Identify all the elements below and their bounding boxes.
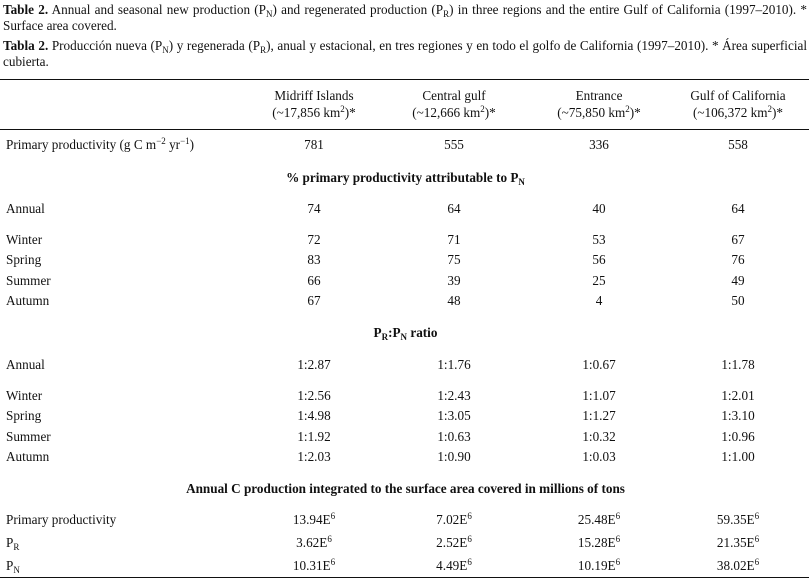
row-label: Primary productivity: [6, 512, 117, 527]
table-cell: 39: [447, 273, 461, 288]
caption-label: Table 2.: [3, 2, 49, 17]
table-cell: 1:0.96: [721, 429, 755, 444]
table-cell: 71: [447, 232, 461, 247]
section-heading-annual-c: Annual C production integrated to the surface area covered in millions of tons: [186, 481, 625, 496]
table-cell: 1:2.03: [297, 449, 331, 464]
table-cell: 1:1.92: [297, 429, 331, 444]
table-cell: 74: [307, 201, 321, 216]
row-label: Winter: [6, 388, 43, 403]
table-bottom-rule: [0, 577, 809, 578]
row-label: $P_N$: [6, 558, 20, 575]
table-cell: 4: [595, 293, 603, 308]
section-heading-pn-percent: % primary productivity attributable to $P_N$: [286, 170, 525, 187]
table-cell: 1:3.10: [721, 408, 755, 423]
table-cell: 336: [589, 137, 609, 152]
row-label: Annual: [6, 357, 45, 372]
caption-subscript: N: [162, 45, 169, 55]
row-label: Summer: [6, 429, 51, 444]
table-cell: $7.02E^6$: [436, 511, 472, 527]
table-cell: 83: [307, 252, 321, 267]
caption-text: ) in three regions and the entire Gulf of California (1997–2010). * Surface area covered.: [3, 2, 807, 33]
table-cell: 1:4.98: [297, 408, 331, 423]
table-cell: 25: [592, 273, 606, 288]
column-area: (~17,856 $km^2)*$: [272, 104, 356, 120]
caption-text: Producción nueva (P: [48, 38, 163, 53]
caption-text: ) y regenerada (P: [168, 38, 261, 53]
row-label: Spring: [6, 252, 42, 267]
table-cell: $13.94E^6$: [292, 511, 336, 527]
column-name: Gulf of California: [690, 88, 786, 103]
table-cell: 555: [444, 137, 464, 152]
table-cell: 64: [731, 201, 745, 216]
table-row: [0, 251, 811, 269]
table-row: [0, 292, 811, 310]
table-cell: 48: [447, 293, 461, 308]
table-cell: $21.35E^6$: [716, 534, 760, 550]
table-row: [0, 534, 811, 552]
table-cell: 1:0.90: [437, 449, 471, 464]
table-cell: $4.49E^6$: [436, 557, 472, 573]
column-name: Entrance: [575, 88, 623, 103]
column-area: (~12,666 $km^2)*$: [412, 104, 496, 120]
row-label: Autumn: [6, 449, 50, 464]
table-cell: 75: [447, 252, 461, 267]
table-top-rule: [0, 79, 809, 80]
caption-subscript: N: [266, 9, 273, 19]
table-row: [0, 511, 811, 529]
caption-label: Tabla 2.: [3, 38, 49, 53]
table-cell: 1:3.05: [437, 408, 471, 423]
table-cell: 66: [307, 273, 321, 288]
table-row: [0, 557, 811, 575]
table-cell: 56: [592, 252, 606, 267]
caption-spanish: [3, 38, 807, 70]
caption-text: ), anual y estacional, en tres regiones y en todo el golfo de California (1997–2010). * Área superficial cubierta.: [3, 38, 807, 69]
caption-english: [3, 2, 807, 34]
table-cell: 53: [592, 232, 606, 247]
column-header-gulf: [653, 87, 811, 121]
table-cell: 1:2.56: [297, 388, 331, 403]
caption-text: Annual and seasonal new production (P: [48, 2, 266, 17]
table-cell: $38.02E^6$: [716, 557, 760, 573]
table-cell: 1:1.76: [437, 357, 471, 372]
table-cell: $3.62E^6$: [296, 534, 332, 550]
table-row: [0, 448, 811, 466]
table-cell: 1:1.07: [582, 388, 616, 403]
table-cell: 72: [307, 232, 321, 247]
column-area: (~106,372 $km^2)*$: [692, 104, 784, 120]
table-row: [0, 407, 811, 425]
row-label: Winter: [6, 232, 43, 247]
table-row: [0, 387, 811, 405]
table-row: [0, 231, 811, 249]
table-cell: 558: [728, 137, 748, 152]
table-cell: 1:0.67: [582, 357, 616, 372]
table-cell: 64: [447, 201, 461, 216]
table-cell: 1:1.00: [721, 449, 755, 464]
table-cell: $59.35E^6$: [716, 511, 760, 527]
table-row: [0, 272, 811, 290]
table-cell: 1:2.01: [721, 388, 755, 403]
table-cell: 1:2.43: [437, 388, 471, 403]
row-label: Annual: [6, 201, 45, 216]
table-row: [0, 200, 811, 218]
caption-subscript: R: [443, 9, 450, 19]
table-row-primary-productivity: [0, 136, 811, 154]
table-cell: 67: [307, 293, 321, 308]
row-label: $P_R$: [6, 535, 20, 552]
table-row: [0, 428, 811, 446]
table-row: [0, 356, 811, 374]
table-cell: $2.52E^6$: [436, 534, 472, 550]
table-cell: 1:0.63: [437, 429, 471, 444]
table-cell: 40: [592, 201, 606, 216]
table-cell: 1:0.03: [582, 449, 616, 464]
table-cell: 1:0.32: [582, 429, 616, 444]
table-header-rule: [0, 129, 809, 130]
table-cell: $10.31E^6$: [292, 557, 336, 573]
table-cell: 781: [304, 137, 324, 152]
row-label: Primary productivity (g C $m^{-2}$ $yr^{-1}$): [6, 136, 195, 152]
table-cell: 49: [731, 273, 745, 288]
caption-subscript: R: [260, 45, 267, 55]
column-name: Central gulf: [422, 88, 486, 103]
table-cell: 1:1.78: [721, 357, 755, 372]
table-cell: 1:1.27: [582, 408, 616, 423]
table-cell: 50: [731, 293, 745, 308]
caption-text: ) and regenerated production (P: [272, 2, 444, 17]
table-cell: $10.19E^6$: [577, 557, 621, 573]
column-area: (~75,850 $km^2)*$: [557, 104, 641, 120]
row-label: Summer: [6, 273, 51, 288]
section-heading-ratio: $P_R:P_N$ ratio: [373, 325, 438, 342]
table-cell: 76: [731, 252, 745, 267]
table-cell: $25.48E^6$: [577, 511, 621, 527]
table-cell: 67: [731, 232, 745, 247]
column-name: Midriff Islands: [274, 88, 354, 103]
table-cell: 1:2.87: [297, 357, 331, 372]
row-label: Autumn: [6, 293, 50, 308]
row-label: Spring: [6, 408, 42, 423]
table-cell: $15.28E^6$: [577, 534, 621, 550]
